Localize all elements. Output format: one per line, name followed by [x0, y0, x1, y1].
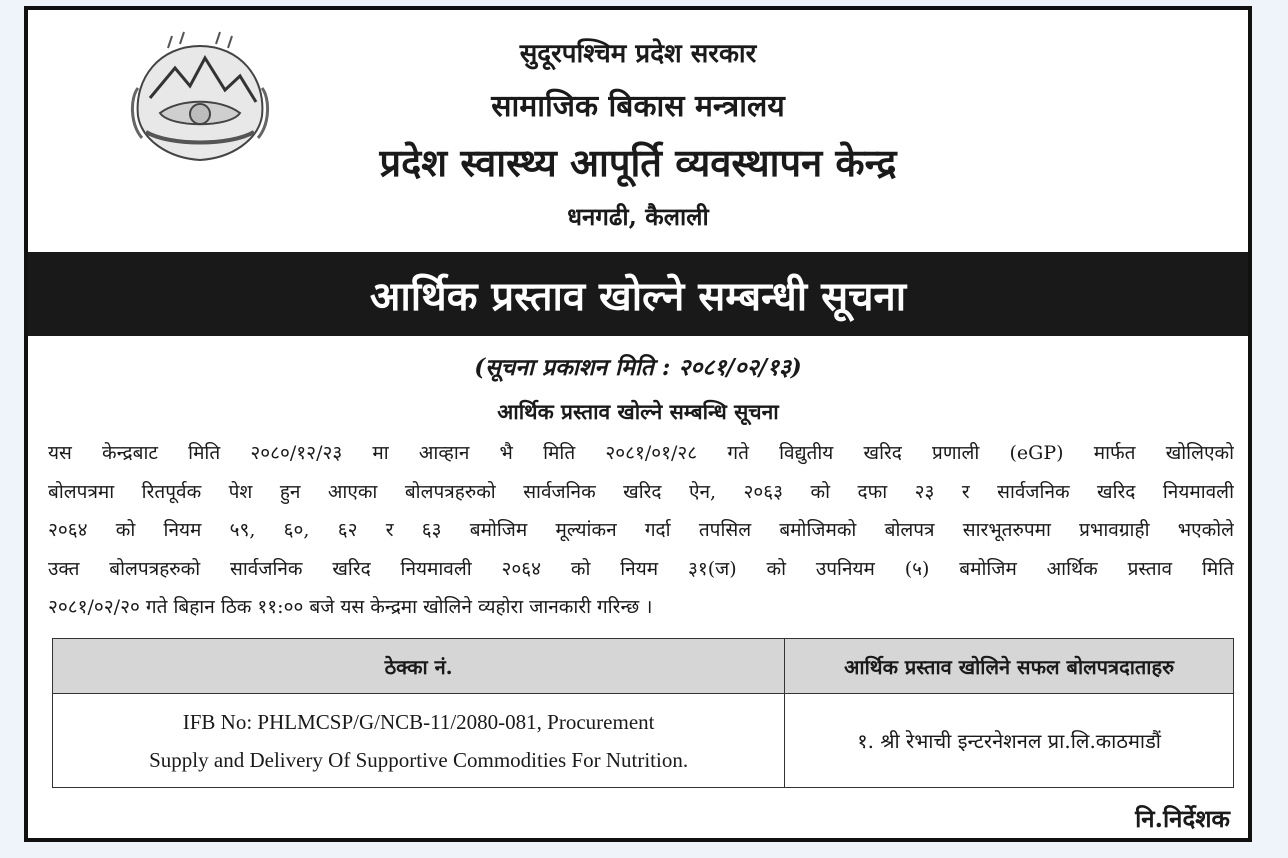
- column-header-bidders: आर्थिक प्रस्ताव खोलिने सफल बोलपत्रदाताहरु: [785, 639, 1234, 694]
- contract-line: IFB No: PHLMCSP/G/NCB-11/2080-081, Procurement: [182, 709, 655, 734]
- table-row: [53, 694, 1234, 788]
- body-line: उक्त बोलपत्रहरुको सार्वजनिक खरिद नियमावली २०६४ को नियम ३१(ज) को उपनियम (५) बमोजिम आर्थिक प्रस्ताव मिति: [48, 557, 1234, 580]
- contract-cell: [53, 694, 785, 788]
- header-office: प्रदेश स्वास्थ्य आपूर्ति व्यवस्थापन केन्द्र: [379, 140, 897, 185]
- header-province: सुदूरपश्चिम प्रदेश सरकार: [519, 39, 757, 69]
- notice-body: [48, 434, 1234, 627]
- header: [28, 10, 1248, 252]
- body-line: २०८१/०२/२० गते बिहान ठिक ११:०० बजे यस केन्द्रमा खोलिने व्यहोरा जानकारी गरिन्छ ।: [48, 596, 653, 618]
- bidder-cell: १. श्री रेभाची इन्टरनेशनल प्रा.लि.काठमाडौं: [785, 694, 1234, 788]
- bidders-table: [52, 638, 1234, 788]
- column-header-contract: ठेक्का नं.: [53, 639, 785, 694]
- header-location: धनगढी, कैलाली: [567, 202, 709, 231]
- contract-line: Supply and Delivery Of Supportive Commodities For Nutrition.: [149, 747, 689, 772]
- publication-date: (सूचना प्रकाशन मिति : २०८१/०२/१३): [474, 354, 802, 381]
- notice-banner: आर्थिक प्रस्ताव खोल्ने सम्बन्धी सूचना: [28, 252, 1248, 336]
- body-line: २०६४ को नियम ५९, ६०, ६२ र ६३ बमोजिम मूल्यांकन गर्दा तपसिल बमोजिमको बोलपत्र सारभूतरुपमा प्रभावग्राही भएकोले: [48, 519, 1234, 541]
- notice-subtitle: आर्थिक प्रस्ताव खोल्ने सम्बन्धि सूचना: [497, 399, 779, 424]
- body-line: बोलपत्रमा रितपूर्वक पेश हुन आएका बोलपत्रहरुको सार्वजनिक खरिद ऐन, २०६३ को दफा २३ र सार्वजनिक खरिद नियमावली: [48, 480, 1234, 503]
- signature: नि.निर्देशक: [1135, 804, 1230, 833]
- notice-frame: [24, 6, 1252, 842]
- header-ministry: सामाजिक बिकास मन्त्रालय: [491, 89, 785, 124]
- body-line: यस केन्द्रबाट मिति २०८०/१२/२३ मा आव्हान भै मिति २०८१/०१/२८ गते विद्युतीय खरिद प्रणाली (eGP) मार्फत खोलिएको: [48, 442, 1234, 464]
- table-header-row: [53, 639, 1234, 694]
